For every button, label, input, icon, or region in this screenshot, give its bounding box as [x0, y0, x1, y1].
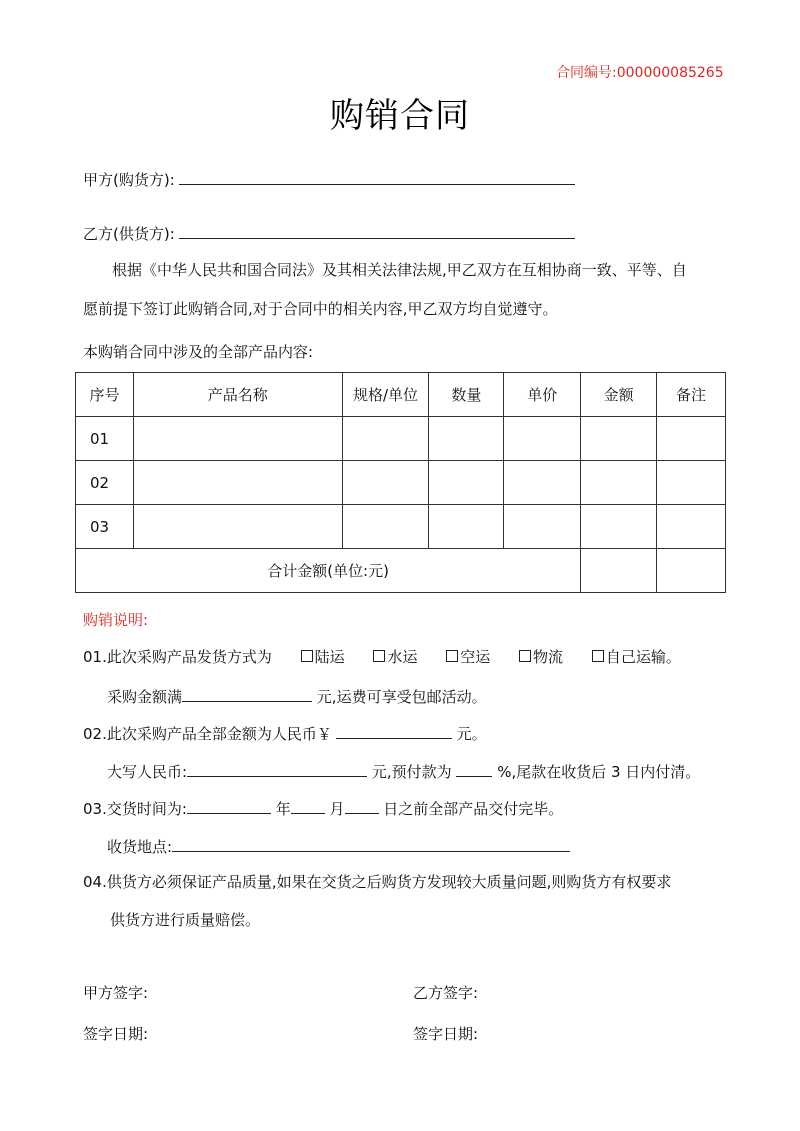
shipping-option-logistics[interactable] [519, 647, 563, 667]
header-unit-price: 单价 [504, 373, 581, 417]
term-2-line-2-prefix: 大写人民币: [107, 763, 188, 781]
party-a-signature-label: 甲方签字: [83, 984, 149, 1002]
header-amount: 金额 [581, 373, 657, 417]
term-3-line-2 [107, 835, 570, 857]
header-quantity: 数量 [429, 373, 504, 417]
option-label: 自己运输。 [605, 648, 681, 666]
shipping-option-land[interactable] [301, 647, 345, 667]
cell-qty[interactable] [429, 505, 504, 549]
option-label: 陆运 [314, 648, 345, 666]
cell-no: 01 [76, 417, 134, 461]
term-1-line-2-suffix: 元,运费可享受包邮活动。 [316, 688, 487, 706]
option-label: 物流 [533, 648, 564, 666]
term-1-line-2 [107, 685, 487, 707]
party-b-field[interactable] [179, 222, 575, 239]
total-note[interactable] [657, 549, 726, 593]
cell-price[interactable] [504, 505, 581, 549]
cell-note[interactable] [657, 505, 726, 549]
month-label: 月 [329, 800, 345, 818]
header-spec-unit: 规格/单位 [342, 373, 429, 417]
free-shipping-threshold-field[interactable] [182, 685, 312, 702]
header-note: 备注 [657, 373, 726, 417]
term-2-line-2 [107, 760, 700, 782]
cell-amount[interactable] [581, 461, 657, 505]
party-b-signature-label: 乙方签字: [413, 984, 479, 1002]
term-3-prefix: 03.交货时间为: [83, 800, 187, 818]
shipping-option-self[interactable] [592, 647, 681, 667]
term-2-line-2-suffix: %,尾款在收货后 3 日内付清。 [497, 763, 701, 781]
preamble-line-2: 愿前提下签订此购销合同,对于合同中的相关内容,甲乙双方均自觉遵守。 [83, 300, 558, 318]
option-label: 空运 [460, 648, 491, 666]
term-3-line-1 [83, 797, 563, 819]
party-a-label: 甲方(购货方): [83, 171, 175, 189]
term-1-text: 01.此次采购产品发货方式为 [83, 648, 272, 666]
contract-number-value: 000000085265 [616, 65, 724, 81]
terms-heading: 购销说明: [83, 611, 149, 629]
party-b-row [83, 222, 575, 244]
checkbox-icon[interactable] [301, 650, 313, 662]
products-intro: 本购销合同中涉及的全部产品内容: [83, 343, 314, 361]
cell-price[interactable] [504, 417, 581, 461]
products-table [75, 372, 726, 593]
cell-product-name[interactable] [133, 417, 342, 461]
table-row [76, 417, 726, 461]
total-amount-field[interactable] [336, 722, 452, 739]
contract-number [556, 62, 724, 82]
total-label: 合计金额(单位:元) [76, 549, 581, 593]
term-2-line-2-mid: 元,预付款为 [371, 763, 452, 781]
cell-price[interactable] [504, 461, 581, 505]
delivery-address-label: 收货地点: [107, 838, 173, 856]
checkbox-icon[interactable] [373, 650, 385, 662]
header-product-name: 产品名称 [133, 373, 342, 417]
party-a-date-label: 签字日期: [83, 1025, 149, 1043]
cell-qty[interactable] [429, 417, 504, 461]
cell-product-name[interactable] [133, 505, 342, 549]
term-3-suffix: 日之前全部产品交付完毕。 [383, 800, 564, 818]
delivery-address-field[interactable] [172, 835, 570, 852]
party-b-date-label: 签字日期: [413, 1025, 479, 1043]
party-a-field[interactable] [179, 168, 575, 185]
total-amount[interactable] [581, 549, 657, 593]
table-total-row [76, 549, 726, 593]
preamble-line-1: 根据《中华人民共和国合同法》及其相关法律法规,甲乙双方在互相协商一致、平等、自 [112, 261, 687, 279]
party-a-row [83, 168, 575, 190]
cell-product-name[interactable] [133, 461, 342, 505]
cell-note[interactable] [657, 461, 726, 505]
term-4-line-2: 供货方进行质量赔偿。 [110, 911, 261, 929]
delivery-year-field[interactable] [187, 797, 271, 814]
option-label: 水运 [387, 648, 418, 666]
delivery-day-field[interactable] [345, 797, 379, 814]
term-2-suffix: 元。 [456, 725, 487, 743]
table-row [76, 505, 726, 549]
party-b-label: 乙方(供货方): [83, 225, 175, 243]
header-no: 序号 [76, 373, 134, 417]
year-label: 年 [275, 800, 291, 818]
cell-amount[interactable] [581, 417, 657, 461]
table-row [76, 461, 726, 505]
cell-note[interactable] [657, 417, 726, 461]
checkbox-icon[interactable] [592, 650, 604, 662]
cell-spec[interactable] [342, 417, 429, 461]
delivery-month-field[interactable] [291, 797, 325, 814]
term-2-prefix: 02.此次采购产品全部金额为人民币￥ [83, 725, 332, 743]
cell-no: 02 [76, 461, 134, 505]
term-4-line-1: 04.供货方必须保证产品质量,如果在交货之后购货方发现较大质量问题,则购货方有权要求 [83, 873, 672, 891]
prepayment-percent-field[interactable] [456, 760, 492, 777]
checkbox-icon[interactable] [446, 650, 458, 662]
cell-spec[interactable] [342, 461, 429, 505]
contract-number-label: 合同编号: [556, 65, 617, 81]
amount-in-words-field[interactable] [187, 760, 367, 777]
cell-qty[interactable] [429, 461, 504, 505]
cell-spec[interactable] [342, 505, 429, 549]
cell-no: 03 [76, 505, 134, 549]
term-2-line-1 [83, 722, 487, 744]
shipping-option-water[interactable] [373, 647, 417, 667]
term-1-line-1 [83, 647, 681, 667]
term-1-line-2-prefix: 采购金额满 [107, 688, 183, 706]
table-header-row [76, 373, 726, 417]
checkbox-icon[interactable] [519, 650, 531, 662]
cell-amount[interactable] [581, 505, 657, 549]
page-title: 购销合同 [330, 96, 470, 136]
shipping-option-air[interactable] [446, 647, 490, 667]
